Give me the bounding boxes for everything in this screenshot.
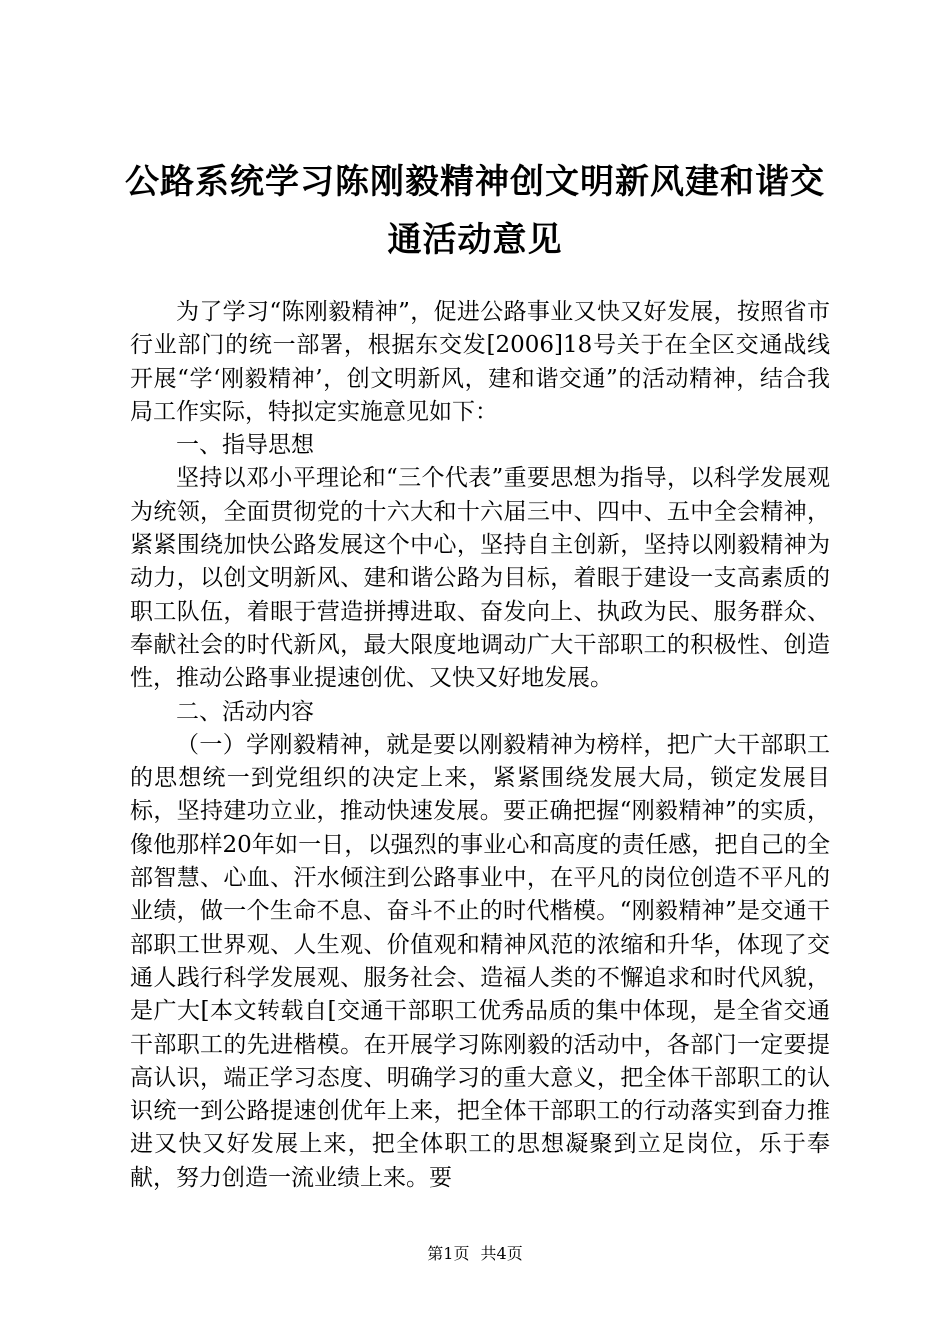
section-heading-activity-content: 二、活动内容 [176,698,314,725]
activity-content-paragraph: （一）学刚毅精神，就是要以刚毅精神为榜样，把广大干部职工的思想统一到党组织的决定上来，紧紧围绕发展大局，锁定发展目标，坚持建功立业，推动快速发展。要正确把握“刚毅精神”的实质，像他那样20年如一日，以强烈的事业心和高度的责任感，把自己的全部智慧、心血、汗水倾注到公路事业中，在平凡的岗位创造不平凡的业绩，做一个生命不息、奋斗不止的时代楷模。“刚毅精神”是交通干部职工世界观、人生观、价值观和精神风范的浓缩和升华，体现了交通人践行科学发展观、服务社会、造福人类的不懈追求和时代风貌，是广大[本文转载自[交通干部职工优秀品质的集中体现，是全省交通干部职工的先进楷模。在开展学习陈刚毅的活动中，各部门一定要提高认识，端正学习态度、明确学习的重大意义，把全体干部职工的认识统一到公路提速创优年上来，把全体干部职工的行动落实到奋力推进又快又好发展上来，把全体职工的思想凝聚到立足岗位，乐于奉献，努力创造一流业绩上来。要 [130,731,830,1191]
section-heading-guiding-ideology: 一、指导思想 [176,432,314,459]
document-body [130,296,830,1195]
page-number: 第1页 [427,1244,470,1263]
page-total: 共4页 [480,1244,523,1263]
guiding-ideology-paragraph: 坚持以邓小平理论和“三个代表”重要思想为指导，以科学发展观为统领，全面贯彻党的十六大和十六届三中、四中、五中全会精神，紧紧围绕加快公路发展这个中心，坚持自主创新，坚持以刚毅精神为动力，以创文明新风、建和谐公路为目标，着眼于建设一支高素质的职工队伍，着眼于营造拼搏进取、奋发向上、执政为民、服务群众、奉献社会的时代新风，最大限度地调动广大干部职工的积极性、创造性，推动公路事业提速创优、又快又好地发展。 [130,465,830,692]
intro-paragraph: 为了学习“陈刚毅精神”，促进公路事业又快又好发展，按照省市行业部门的统一部署，根据东交发[2006]18号关于在全区交通战线开展“学‘刚毅精神’，创文明新风，建和谐交通”的活动精神，结合我局工作实际，特拟定实施意见如下： [130,299,830,425]
document-title-line-2: 通活动意见 [387,220,563,260]
page-footer [0,1244,950,1264]
document-title-line-1: 公路系统学习陈刚毅精神创文明新风建和谐交 [125,162,825,202]
